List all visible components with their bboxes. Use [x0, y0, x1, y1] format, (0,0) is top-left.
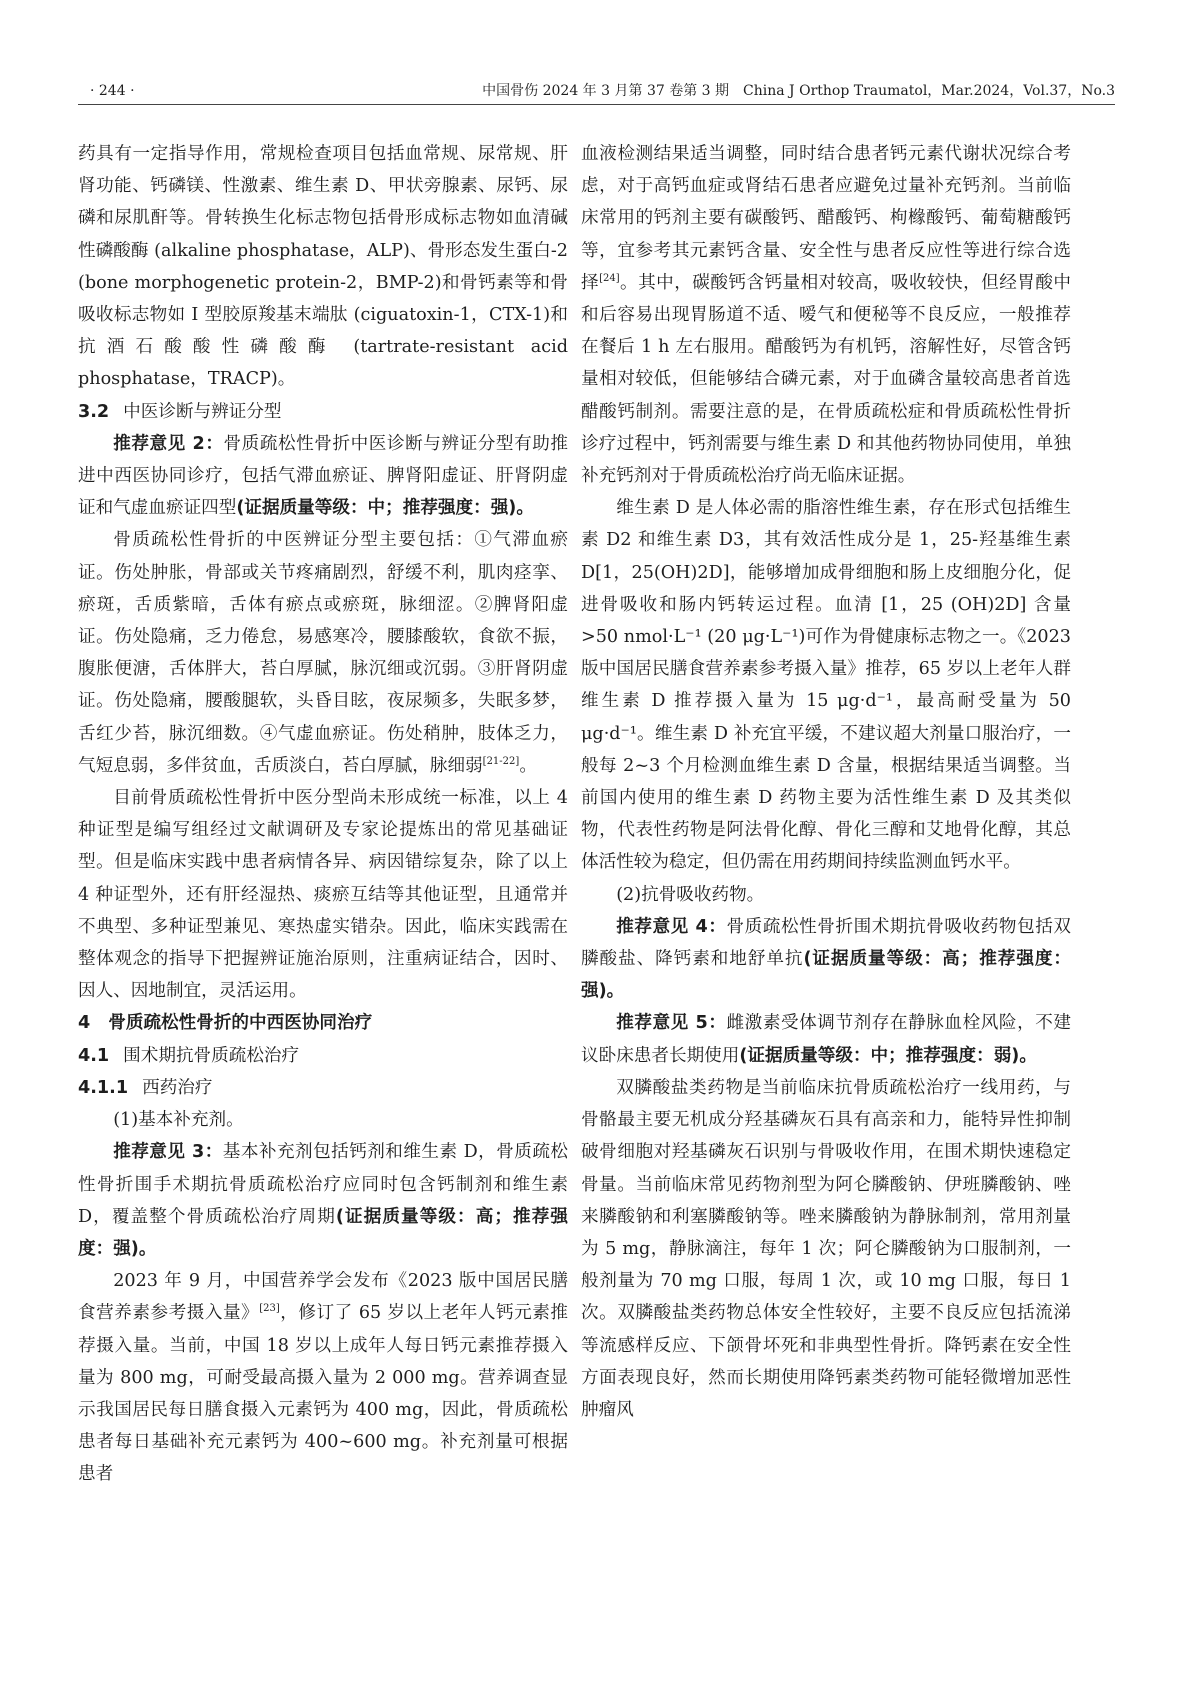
- subheading-basic-supplements: (1)基本补充剂。: [113, 1110, 244, 1131]
- subheading-antiresorptive: (2)抗骨吸收药物。: [616, 884, 765, 905]
- section-heading-4: [78, 1007, 568, 1039]
- paragraph-text-continued: ，修订了 65 岁以上老年人钙元素推荐摄入量。当前，中国 18 岁以上成年人每日钙元素推荐摄入量为 800 mg，可耐受最高摄入量为 2 000 mg。营养调查显示我国居民每日膳食摄入元素钙为 400 mg，因此，骨质疏松患者每日基础补充元素钙为 400~600 mg。补充剂量可根据患者: [78, 1303, 568, 1485]
- journal-citation-line: 中国骨伤 2024 年 3 月第 37 卷第 3 期 China J Orthop Traumatol，Mar.2024，Vol.37，No.3: [482, 83, 1115, 99]
- left-column: [78, 138, 568, 1491]
- paragraph-calcium-agents: [581, 138, 1071, 492]
- evidence-grade: (证据质量等级：高；推荐强度：强)。: [78, 1206, 568, 1259]
- section-number: 4: [78, 1013, 91, 1034]
- paragraph-vitamin-d: 维生素 D 是人体必需的脂溶性维生素，存在形式包括维生素 D2 和维生素 D3，其有效活性成分是 1，25-羟基维生素 D[1，25(OH)2D]，能够增加成骨细胞和肠上皮细胞分化，促进骨吸收和肠内钙转运过程。血清 [1，25 (OH)2D] 含量 >50 nmol·L⁻¹ (20 μg·L⁻¹)可作为骨健康标志物之一。《2023 版中国居民膳食营养素参考摄入量》推荐，65 岁以上老年人群维生素 D 推荐摄入量为 15 μg·d⁻¹，最高耐受量为 50 μg·d⁻¹。维生素 D 补充宜平缓，不建议超大剂量口服治疗，一般每 2~3 个月检测血维生素 D 含量，根据结果适当调整。当前国内使用的维生素 D 药物主要为活性维生素 D 及其类似物，代表性药物是阿法骨化醇、骨化三醇和艾地骨化醇，其总体活性较为稳定，但仍需在用药期间持续监测血钙水平。: [581, 498, 1071, 873]
- recommendation-label: 推荐意见 3：: [113, 1142, 223, 1163]
- section-title: 中医诊断与辨证分型: [123, 401, 282, 422]
- citation: [23]: [259, 1303, 280, 1315]
- paragraph-text: 2023 年 9 月，中国营养学会发布《2023 版中国居民膳食营养素参考摄入量》: [78, 1271, 568, 1324]
- recommendation-label: 推荐意见 4：: [616, 916, 727, 937]
- citation: [21-22]: [482, 756, 520, 767]
- page-number: · 244 ·: [90, 83, 135, 99]
- recommendation-4: [581, 911, 1071, 1008]
- section-title: 西药治疗: [142, 1077, 213, 1098]
- recommendation-label: 推荐意见 2：: [113, 433, 224, 454]
- paragraph-text-continued: 。其中，碳酸钙含钙量相对较高，吸收较快，但经胃酸中和后容易出现胃肠道不适、嗳气和便秘等不良反应，一般推荐在餐后 1 h 左右服用。醋酸钙为有机钙，溶解性好，尽管含钙量相对较低，但能够结合磷元素，对于血磷含量较高患者首选醋酸钙制剂。需要注意的是，在骨质疏松症和骨质疏松性骨折诊疗过程中，钙剂需要与维生素 D 和其他药物协同使用，单独补充钙剂对于骨质疏松治疗尚无临床证据。: [581, 272, 1071, 487]
- recommendation-text: 骨质疏松性骨折中医诊断与辨证分型有助推进中西医协同诊疗，包括气滞血瘀证、脾肾阳虚证、肝肾阴虚证和气虚血瘀证四型: [78, 433, 568, 519]
- section-heading-4-1-1: [78, 1072, 568, 1104]
- citation: [24]: [599, 272, 620, 284]
- evidence-grade: (证据质量等级：中；推荐强度：弱)。: [739, 1045, 1037, 1066]
- running-header: [78, 78, 1115, 105]
- section-number: 3.2: [78, 401, 110, 422]
- recommendation-label: 推荐意见 5：: [616, 1013, 727, 1034]
- paragraph-end: 。: [519, 755, 537, 776]
- section-number: 4.1.1: [78, 1077, 129, 1098]
- section-heading-3-2: [78, 396, 568, 428]
- recommendation-text: 雌激素受体调节剂存在静脉血栓风险，不建议卧床患者长期使用: [581, 1013, 1071, 1066]
- paragraph-text: 骨质疏松性骨折的中医辨证分型主要包括：①气滞血瘀证。伤处肿胀，骨部或关节疼痛剧烈，舒缓不利，肌肉痉挛、瘀斑，舌质紫暗，舌体有瘀点或瘀斑，脉细涩。②脾肾阳虚证。伤处隐痛，乏力倦怠，易感寒冷，腰膝酸软，食欲不振，腹胀便溏，舌体胖大，苔白厚腻，脉沉细或沉弱。③肝肾阴虚证。伤处隐痛，腰酸腿软，头昏目眩，夜尿频多，失眠多梦，舌红少苔，脉沉细数。④气虚血瘀证。伤处稍肿，肢体乏力，气短息弱，多伴贫血，舌质淡白，苔白厚腻，脉细弱: [78, 530, 568, 776]
- recommendation-2: [78, 428, 568, 525]
- evidence-grade: (证据质量等级：中；推荐强度：强)。: [236, 498, 534, 519]
- recommendation-5: [581, 1007, 1071, 1071]
- paragraph-bisphosphonates: 双膦酸盐类药物是当前临床抗骨质疏松治疗一线用药，与骨骼最主要无机成分羟基磷灰石具有高亲和力，能特异性抑制破骨细胞对羟基磷灰石识别与骨吸收作用，在围术期快速稳定骨量。当前临床常见药物剂型为阿仑膦酸钠、伊班膦酸钠、唑来膦酸钠和利塞膦酸钠等。唑来膦酸钠为静脉制剂，常用剂量为 5 mg，静脉滴注，每年 1 次；阿仑膦酸钠为口服制剂，一般剂量为 70 mg 口服，每周 1 次，或 10 mg 口服，每日 1 次。双膦酸盐类药物总体安全性较好，主要不良反应包括流涕等流感样反应、下颌骨坏死和非典型性骨折。降钙素在安全性方面表现良好，然而长期使用降钙素类药物可能轻微增加恶性肿瘤风: [581, 1077, 1071, 1420]
- paragraph-classification-note: 目前骨质疏松性骨折中医分型尚未形成统一标准，以上 4 种证型是编写组经过文献调研及专家论提炼出的常见基础证型。但是临床实践中患者病情各异、病因错综复杂，除了以上 4 种证型外，还有肝经湿热、痰瘀互结等其他证型，且通常并不典型、多种证型兼见、寒热虚实错杂。因此，临床实践需在整体观念的指导下把握辨证施治原则，注重病证结合，因时、因人、因地制宜，灵活运用。: [78, 788, 568, 1002]
- section-title: 骨质疏松性骨折的中西医协同治疗: [108, 1013, 373, 1034]
- section-title: 围术期抗骨质疏松治疗: [123, 1045, 300, 1066]
- recommendation-text: 基本补充剂包括钙剂和维生素 D，骨质疏松性骨折围手术期抗骨质疏松治疗应同时包含钙制剂和维生素 D，覆盖整个骨质疏松治疗周期: [78, 1142, 568, 1227]
- evidence-grade: (证据质量等级：高；推荐强度：强)。: [581, 949, 1071, 1002]
- paragraph-text: 血液检测结果适当调整，同时结合患者钙元素代谢状况综合考虑，对于高钙血症或肾结石患者应避免过量补充钙剂。当前临床常用的钙剂主要有碳酸钙、醋酸钙、枸橼酸钙、葡萄糖酸钙等，宜参考其元素钙含量、安全性与患者反应性等进行综合选择: [581, 144, 1071, 293]
- recommendation-text: 骨质疏松性骨折围术期抗骨吸收药物包括双膦酸盐、降钙素和地舒单抗: [581, 916, 1071, 970]
- paragraph-lab-tests: 药具有一定指导作用，常规检查项目包括血常规、尿常规、肝肾功能、钙磷镁、性激素、维生素 D、甲状旁腺素、尿钙、尿磷和尿肌酐等。骨转换生化标志物包括骨形成标志物如血清碱性磷酸酶 (alkaline phosphatase，ALP)、骨形态发生蛋白-2 (bone morphogenetic protein-2，BMP-2)和骨钙素等和骨吸收标志物如 Ⅰ 型胶原羧基末端肽 (ciguatoxin-1，CTX-1)和抗酒石酸酸性磷酸酶 (tartrate-resistant acid phosphatase，TRACP)。: [78, 144, 568, 390]
- section-number: 4.1: [78, 1045, 110, 1066]
- paragraph-tcm-syndromes: [78, 524, 568, 782]
- recommendation-3: [78, 1136, 568, 1265]
- paragraph-calcium-intake: [78, 1265, 568, 1490]
- section-heading-4-1: [78, 1040, 568, 1072]
- right-column: [581, 138, 1071, 1426]
